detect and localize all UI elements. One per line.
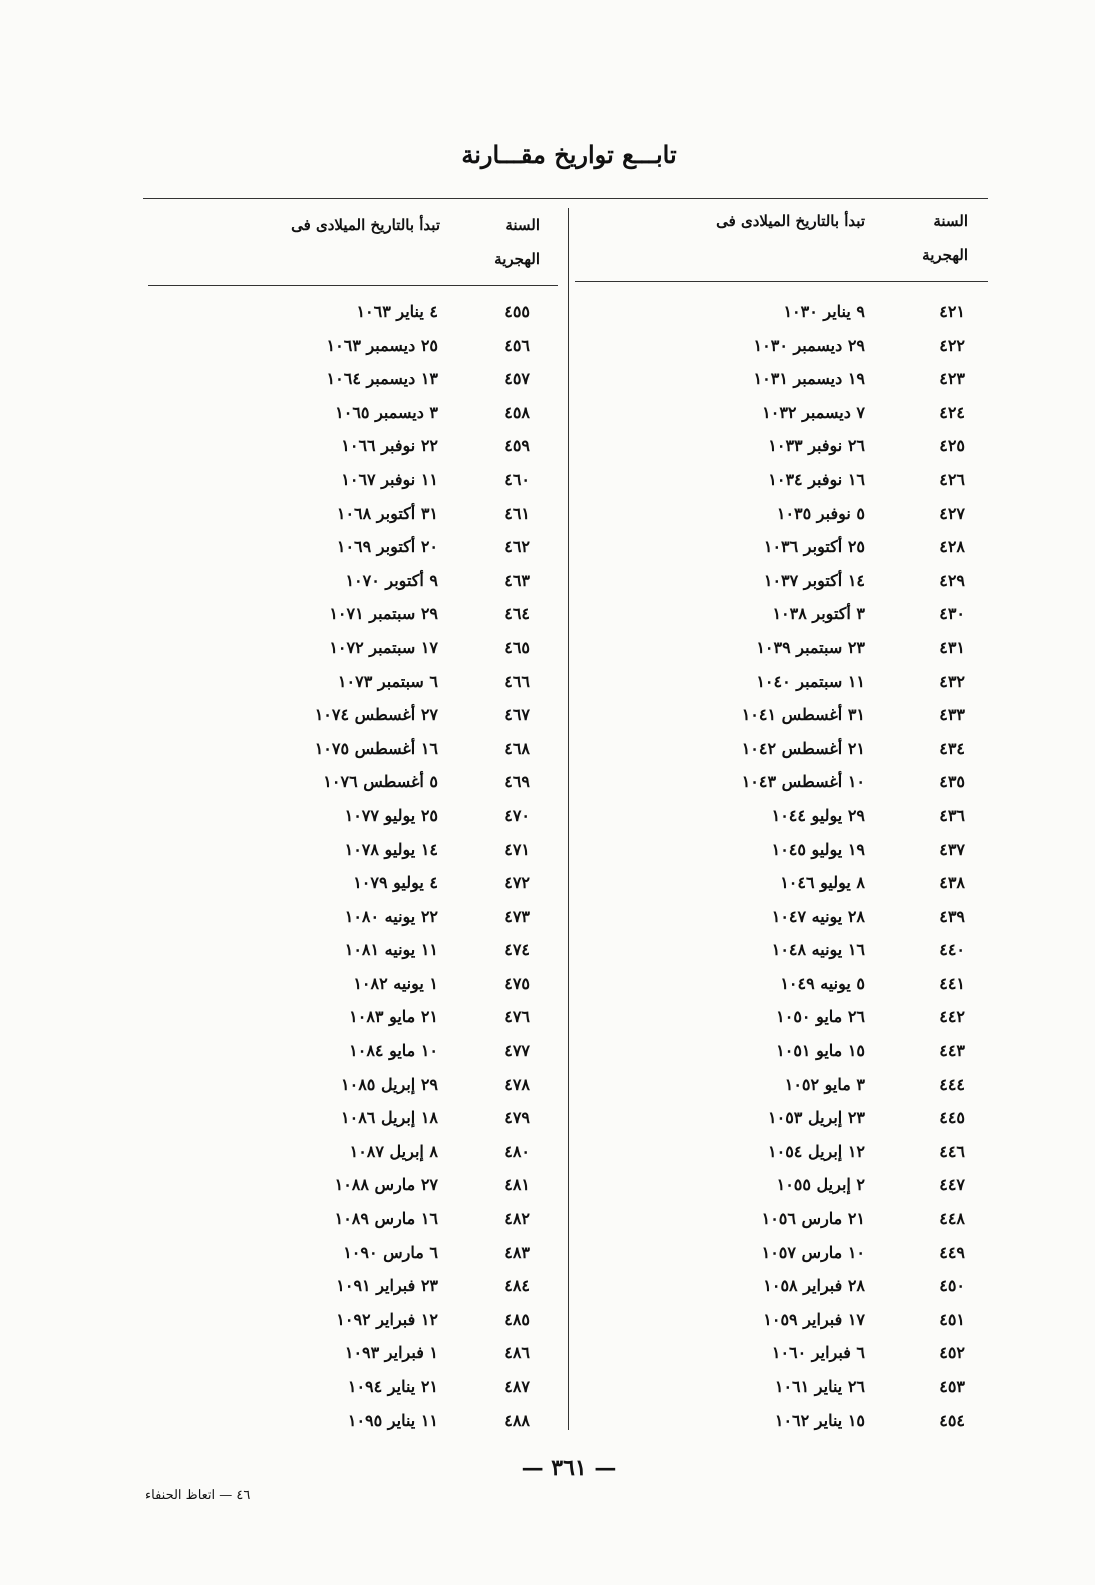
- table-row: [580, 295, 965, 329]
- gregorian-start-date: ١١ يناير ١٠٩٥: [347, 1410, 438, 1430]
- table-row: [150, 396, 535, 430]
- gregorian-start-date: ١٠ مايو ١٠٨٤: [349, 1041, 438, 1061]
- hijri-year: ٤٧٤: [504, 940, 530, 960]
- gregorian-start-date: ١٦ مارس ١٠٨٩: [334, 1209, 438, 1229]
- hijri-year: ٤٦٨: [504, 738, 530, 758]
- table-row: [580, 1336, 965, 1370]
- table-row: [150, 1034, 535, 1068]
- gregorian-start-date: ١١ يونيه ١٠٨١: [344, 940, 438, 960]
- gregorian-start-date: ٢١ مارس ١٠٥٦: [761, 1209, 865, 1229]
- hijri-year: ٤٢٥: [939, 436, 965, 456]
- gregorian-start-date: ٢٦ مايو ١٠٥٠: [776, 1007, 865, 1027]
- hijri-year: ٤٢٣: [939, 369, 965, 389]
- table-row: [150, 1236, 535, 1270]
- hijri-year: ٤٥٦: [504, 335, 530, 355]
- table-row: [150, 1269, 535, 1303]
- table-row: [580, 900, 965, 934]
- hijri-year: ٤٢١: [939, 302, 965, 321]
- hijri-year: ٤٦٥: [504, 637, 530, 657]
- gregorian-start-date: ٦ سبتمبر ١٠٧٣: [337, 671, 438, 691]
- table-row: [580, 1404, 965, 1438]
- hijri-year: ٤٢٦: [939, 469, 965, 489]
- hijri-year: ٤٤٤: [939, 1074, 965, 1094]
- year-header-line2: الهجرية: [922, 246, 968, 264]
- right-year-header: [900, 204, 968, 272]
- hijri-year: ٤٨٣: [504, 1242, 530, 1262]
- hijri-year: ٤٨٨: [504, 1410, 530, 1430]
- gregorian-start-date: ١١ سبتمبر ١٠٤٠: [756, 671, 865, 691]
- gregorian-start-date: ١٤ يوليو ١٠٧٨: [344, 839, 438, 859]
- right-table-block: [580, 295, 965, 1437]
- table-row: [580, 463, 965, 497]
- left-year-header: [472, 208, 540, 276]
- hijri-year: ٤٣٠: [939, 604, 965, 624]
- gregorian-start-date: ١٦ نوفبر ١٠٣٤: [768, 469, 865, 489]
- gregorian-start-date: ٢٠ أكتوبر ١٠٦٩: [336, 537, 438, 557]
- table-row: [150, 1336, 535, 1370]
- hijri-year: ٤٨٦: [504, 1343, 530, 1363]
- gregorian-start-date: ٣ مايو ١٠٥٢: [784, 1074, 865, 1094]
- hijri-year: ٤٤٨: [939, 1209, 965, 1229]
- gregorian-start-date: ١٩ ديسمبر ١٠٣١: [753, 369, 865, 389]
- table-row: [150, 1135, 535, 1169]
- table-row: [150, 866, 535, 900]
- table-row: [150, 362, 535, 396]
- hijri-year: ٤٦١: [504, 503, 530, 523]
- gregorian-start-date: ٢٨ فبراير ١٠٥٨: [763, 1276, 865, 1296]
- table-row: [580, 1202, 965, 1236]
- right-gregorian-header: تبدأ بالتاريخ الميلادى فى: [716, 212, 865, 230]
- table-row: [150, 799, 535, 833]
- table-row: [580, 866, 965, 900]
- hijri-year: ٤٥٧: [504, 369, 530, 389]
- table-row: [150, 1303, 535, 1337]
- table-row: [580, 1370, 965, 1404]
- hijri-year: ٤٤١: [939, 973, 965, 993]
- table-row: [150, 1404, 535, 1438]
- table-row: [150, 530, 535, 564]
- hijri-year: ٤٦٩: [504, 772, 530, 792]
- table-row: [580, 1101, 965, 1135]
- hijri-year: ٤٥١: [939, 1309, 965, 1329]
- table-row: [150, 765, 535, 799]
- hijri-year: ٤٤٦: [939, 1141, 965, 1161]
- table-row: [580, 732, 965, 766]
- gregorian-start-date: ٢٧ أغسطس ١٠٧٤: [314, 705, 438, 725]
- year-header-line2: الهجرية: [494, 250, 540, 268]
- hijri-year: ٤٦٤: [504, 604, 530, 624]
- gregorian-start-date: ٢٣ سبتمبر ١٠٣٩: [756, 637, 865, 657]
- table-row: [580, 765, 965, 799]
- hijri-year: ٤٣٦: [939, 805, 965, 825]
- hijri-year: ٤٨٧: [504, 1377, 530, 1396]
- year-header-line1: السنة: [933, 212, 968, 230]
- hijri-year: ٤٣٥: [939, 772, 965, 792]
- hijri-year: ٤٥٣: [939, 1377, 965, 1396]
- table-row: [580, 967, 965, 1001]
- table-row: [580, 631, 965, 665]
- gregorian-start-date: ١٦ يونيه ١٠٤٨: [771, 940, 865, 960]
- hijri-year: ٤٢٨: [939, 537, 965, 557]
- table-row: [150, 1000, 535, 1034]
- footer-text: ٤٦ — اتعاظ الحنفاء: [145, 1488, 251, 1503]
- gregorian-start-date: ٢٧ مارس ١٠٨٨: [334, 1175, 438, 1195]
- hijri-year: ٤٥٨: [504, 402, 530, 422]
- gregorian-start-date: ٢١ أغسطس ١٠٤٢: [741, 738, 865, 758]
- table-row: [580, 530, 965, 564]
- page-number: — ٣٦١ —: [521, 1455, 617, 1481]
- hijri-year: ٤٧٢: [504, 873, 530, 893]
- hijri-year: ٤٧٠: [504, 805, 530, 825]
- table-row: [580, 597, 965, 631]
- table-row: [150, 597, 535, 631]
- gregorian-start-date: ١٠ مارس ١٠٥٧: [761, 1242, 865, 1262]
- table-row: [150, 1168, 535, 1202]
- hijri-year: ٤٦٢: [504, 537, 530, 557]
- gregorian-start-date: ٣ ديسمبر ١٠٦٥: [335, 402, 438, 422]
- gregorian-start-date: ٢٣ فبراير ١٠٩١: [336, 1276, 438, 1296]
- hijri-year: ٤٣٧: [939, 839, 965, 859]
- hijri-year: ٤٧٣: [504, 906, 530, 926]
- table-row: [150, 698, 535, 732]
- hijri-year: ٤٧٩: [504, 1108, 530, 1128]
- gregorian-start-date: ٢٣ إبريل ١٠٥٣: [768, 1108, 865, 1128]
- hijri-year: ٤٧١: [504, 839, 530, 859]
- gregorian-start-date: ١٢ فبراير ١٠٩٢: [336, 1309, 438, 1329]
- gregorian-start-date: ٥ يونيه ١٠٤٩: [780, 973, 865, 993]
- hijri-year: ٤٤٠: [939, 940, 965, 960]
- table-row: [580, 833, 965, 867]
- table-row: [150, 933, 535, 967]
- table-top-rule: [143, 198, 988, 199]
- column-divider: [568, 208, 569, 1430]
- gregorian-start-date: ٨ يوليو ١٠٤٦: [780, 873, 865, 893]
- table-row: [580, 1068, 965, 1102]
- hijri-year: ٤٦٣: [504, 570, 530, 590]
- hijri-year: ٤٣٢: [939, 671, 965, 691]
- table-row: [580, 1135, 965, 1169]
- table-row: [150, 732, 535, 766]
- table-row: [150, 463, 535, 497]
- hijri-year: ٤٨٤: [504, 1276, 530, 1296]
- hijri-year: ٤٣٩: [939, 906, 965, 926]
- table-row: [580, 396, 965, 430]
- gregorian-start-date: ١٥ مايو ١٠٥١: [776, 1041, 865, 1061]
- hijri-year: ٤٢٧: [939, 503, 965, 523]
- gregorian-start-date: ٩ أكتوبر ١٠٧٠: [345, 570, 438, 590]
- gregorian-start-date: ٢٥ أكتوبر ١٠٣٦: [763, 537, 865, 557]
- hijri-year: ٤٥٥: [504, 302, 530, 321]
- gregorian-start-date: ٨ إبريل ١٠٨٧: [349, 1141, 438, 1161]
- table-row: [580, 1034, 965, 1068]
- hijri-year: ٤٤٧: [939, 1175, 965, 1195]
- table-row: [150, 1068, 535, 1102]
- table-row: [150, 967, 535, 1001]
- table-row: [580, 698, 965, 732]
- gregorian-start-date: ١ فبراير ١٠٩٣: [344, 1343, 438, 1363]
- table-row: [580, 1168, 965, 1202]
- table-row: [150, 564, 535, 598]
- header-bottom-rule-left: [148, 285, 558, 286]
- table-row: [150, 497, 535, 531]
- gregorian-start-date: ٣١ أكتوبر ١٠٦٨: [336, 503, 438, 523]
- hijri-year: ٤٤٣: [939, 1041, 965, 1061]
- table-row: [580, 799, 965, 833]
- hijri-year: ٤٢٩: [939, 570, 965, 590]
- hijri-year: ٤٤٢: [939, 1007, 965, 1027]
- gregorian-start-date: ٢١ مايو ١٠٨٣: [349, 1007, 438, 1027]
- gregorian-start-date: ٢٥ ديسمبر ١٠٦٣: [326, 335, 438, 355]
- table-row: [580, 497, 965, 531]
- gregorian-start-date: ٤ يوليو ١٠٧٩: [353, 873, 438, 893]
- table-row: [580, 429, 965, 463]
- gregorian-start-date: ١٢ إبريل ١٠٥٤: [768, 1141, 865, 1161]
- gregorian-start-date: ٥ أغسطس ١٠٧٦: [323, 772, 438, 792]
- gregorian-start-date: ٣١ أغسطس ١٠٤١: [741, 705, 865, 725]
- gregorian-start-date: ٩ يناير ١٠٣٠: [783, 302, 865, 321]
- table-row: [580, 1269, 965, 1303]
- hijri-year: ٤٦٦: [504, 671, 530, 691]
- gregorian-start-date: ١ يونيه ١٠٨٢: [353, 973, 438, 993]
- hijri-year: ٤٦٠: [504, 469, 530, 489]
- gregorian-start-date: ٢١ يناير ١٠٩٤: [347, 1377, 438, 1396]
- hijri-year: ٤٣٨: [939, 873, 965, 893]
- hijri-year: ٤٥٩: [504, 436, 530, 456]
- table-row: [580, 1000, 965, 1034]
- gregorian-start-date: ١٧ سبتمبر ١٠٧٢: [329, 637, 438, 657]
- table-row: [150, 295, 535, 329]
- hijri-year: ٤٨٥: [504, 1309, 530, 1329]
- hijri-year: ٤٥٢: [939, 1343, 965, 1363]
- left-table-block: [150, 295, 535, 1437]
- hijri-year: ٤٥٤: [939, 1410, 965, 1430]
- table-row: [150, 833, 535, 867]
- table-row: [150, 329, 535, 363]
- gregorian-start-date: ٢٨ يونيه ١٠٤٧: [771, 906, 865, 926]
- gregorian-start-date: ٢ إبريل ١٠٥٥: [776, 1175, 865, 1195]
- hijri-year: ٤٦٧: [504, 705, 530, 725]
- hijri-year: ٤٣٤: [939, 738, 965, 758]
- hijri-year: ٤٧٨: [504, 1074, 530, 1094]
- year-header-line1: السنة: [505, 216, 540, 234]
- gregorian-start-date: ١٠ أغسطس ١٠٤٣: [741, 772, 865, 792]
- hijri-year: ٤٨٢: [504, 1209, 530, 1229]
- table-row: [150, 429, 535, 463]
- gregorian-start-date: ١٥ يناير ١٠٦٢: [774, 1410, 865, 1430]
- gregorian-start-date: ٦ فبراير ١٠٦٠: [771, 1343, 865, 1363]
- gregorian-start-date: ١٦ أغسطس ١٠٧٥: [314, 738, 438, 758]
- hijri-year: ٤٢٢: [939, 335, 965, 355]
- table-row: [580, 1236, 965, 1270]
- gregorian-start-date: ١٣ ديسمبر ١٠٦٤: [326, 369, 438, 389]
- hijri-year: ٤٨١: [504, 1175, 530, 1195]
- gregorian-start-date: ٢٩ ديسمبر ١٠٣٠: [753, 335, 865, 355]
- page-title: تابـــع تواريخ مقـــارنة: [461, 140, 677, 169]
- hijri-year: ٤٧٥: [504, 973, 530, 993]
- table-row: [580, 933, 965, 967]
- gregorian-start-date: ١٩ يوليو ١٠٤٥: [771, 839, 865, 859]
- gregorian-start-date: ٢٩ إبريل ١٠٨٥: [341, 1074, 438, 1094]
- table-row: [150, 900, 535, 934]
- table-row: [580, 564, 965, 598]
- gregorian-start-date: ١٤ أكتوبر ١٠٣٧: [763, 570, 865, 590]
- gregorian-start-date: ٦ مارس ١٠٩٠: [343, 1242, 438, 1262]
- gregorian-start-date: ٣ أكتوبر ١٠٣٨: [772, 604, 865, 624]
- gregorian-start-date: ٢٩ سبتمبر ١٠٧١: [329, 604, 438, 624]
- table-row: [580, 329, 965, 363]
- hijri-year: ٤٢٤: [939, 402, 965, 422]
- table-row: [150, 1202, 535, 1236]
- hijri-year: ٤٧٦: [504, 1007, 530, 1027]
- gregorian-start-date: ٢٦ يناير ١٠٦١: [774, 1377, 865, 1396]
- gregorian-start-date: ١٧ فبراير ١٠٥٩: [763, 1309, 865, 1329]
- table-row: [580, 665, 965, 699]
- gregorian-start-date: ٢٦ نوفبر ١٠٣٣: [768, 436, 865, 456]
- table-row: [150, 1370, 535, 1404]
- gregorian-start-date: ٧ ديسمبر ١٠٣٢: [762, 402, 865, 422]
- hijri-year: ٤٨٠: [504, 1141, 530, 1161]
- table-row: [580, 1303, 965, 1337]
- hijri-year: ٤٣٣: [939, 705, 965, 725]
- table-row: [150, 1101, 535, 1135]
- table-row: [150, 665, 535, 699]
- hijri-year: ٤٧٧: [504, 1041, 530, 1061]
- left-gregorian-header: تبدأ بالتاريخ الميلادى فى: [291, 216, 440, 234]
- hijri-year: ٤٥٠: [939, 1276, 965, 1296]
- gregorian-start-date: ١٨ إبريل ١٠٨٦: [341, 1108, 438, 1128]
- gregorian-start-date: ١١ نوفبر ١٠٦٧: [341, 469, 438, 489]
- gregorian-start-date: ٥ نوفبر ١٠٣٥: [776, 503, 865, 523]
- gregorian-start-date: ٤ يناير ١٠٦٣: [356, 302, 438, 321]
- gregorian-start-date: ٢٢ نوفبر ١٠٦٦: [341, 436, 438, 456]
- gregorian-start-date: ٢٩ يوليو ١٠٤٤: [771, 805, 865, 825]
- header-bottom-rule-right: [575, 281, 988, 282]
- gregorian-start-date: ٢٥ يوليو ١٠٧٧: [344, 805, 438, 825]
- hijri-year: ٤٣١: [939, 637, 965, 657]
- gregorian-start-date: ٢٢ يونيه ١٠٨٠: [344, 906, 438, 926]
- hijri-year: ٤٤٩: [939, 1242, 965, 1262]
- table-row: [150, 631, 535, 665]
- hijri-year: ٤٤٥: [939, 1108, 965, 1128]
- table-row: [580, 362, 965, 396]
